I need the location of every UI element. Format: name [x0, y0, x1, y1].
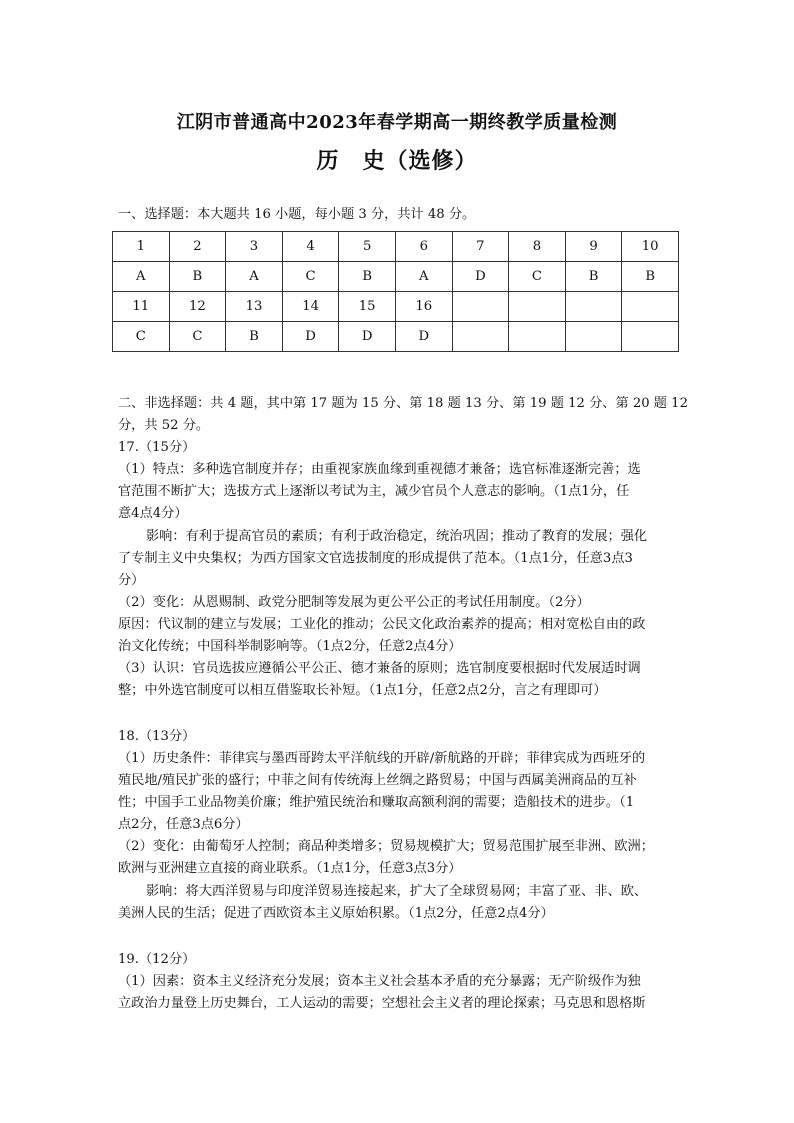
table-cell: B — [169, 262, 226, 292]
table-cell — [565, 292, 622, 322]
table-cell — [452, 292, 509, 322]
table-cell — [565, 322, 622, 352]
q17-part3-line: （3）认识：官员选拔应遵循公平公正、德才兼备的原则；选官制度要根据时代发展适时调 — [118, 661, 641, 676]
exam-title: 江阴市普通高中2023年春学期高一期终教学质量检测 — [176, 112, 618, 133]
q17-part2-line: （2）变化：从恩赐制、政党分肥制等发展为更公平公正的考试任用制度。（2分） — [118, 595, 590, 610]
table-cell: B — [226, 322, 283, 352]
subject-title: 历 史（选修） — [316, 148, 478, 174]
table-cell — [452, 322, 509, 352]
table-cell: 2 — [169, 232, 226, 262]
table-cell: D — [452, 262, 509, 292]
table-cell: 14 — [282, 292, 339, 322]
q17-title: 17.（15分） — [118, 440, 196, 455]
table-row — [113, 262, 679, 292]
q17-part2-line: 治文化传统；中国科举制影响等。（1点2分，任意2点4分） — [118, 639, 462, 654]
table-cell: B — [565, 262, 622, 292]
table-cell: 6 — [395, 232, 452, 262]
table-row — [113, 322, 679, 352]
table-cell: C — [282, 262, 339, 292]
q17-part1-line: 意4点4分） — [118, 506, 188, 521]
table-cell: A — [113, 262, 170, 292]
q17-part3-line: 整；中外选官制度可以相互借鉴取长补短。（1点1分，任意2点2分，言之有理即可） — [118, 683, 607, 698]
table-cell: A — [395, 262, 452, 292]
table-cell: D — [339, 322, 396, 352]
q19-title: 19.（12分） — [118, 952, 196, 967]
table-cell — [509, 322, 566, 352]
q17-part1-line: 官范围不断扩大；选拔方式上逐渐以考试为主，减少官员个人意志的影响。（1点1分，任 — [118, 484, 630, 499]
q18-part1-line: 性；中国手工业品物美价廉；维护殖民统治和赚取高额利润的需要；造船技术的进步。（1 — [118, 795, 635, 810]
table-cell: 13 — [226, 292, 283, 322]
q17-part1-line: （1）特点：多种选官制度并存；由重视家族血缘到重视德才兼备；选官标准逐渐完善；选 — [118, 462, 641, 477]
q17-impact-line: 了专制主义中央集权；为西方国家文官选拔制度的形成提供了范本。（1点1分，任意3点3 — [118, 551, 633, 566]
q19-part1-line: 立政治力量登上历史舞台，工人运动的需要；空想社会主义者的理论探索；马克思和恩格斯 — [118, 996, 646, 1011]
table-cell: 1 — [113, 232, 170, 262]
table-cell: D — [282, 322, 339, 352]
table-cell: 5 — [339, 232, 396, 262]
table-cell: 11 — [113, 292, 170, 322]
table-cell: 3 — [226, 232, 283, 262]
section2-heading: 二、非选择题：共 4 题，其中第 17 题为 15 分、第 18 题 13 分、第 19 题 12 分、第 20 题 12 — [118, 396, 688, 411]
q18-impact-line: 影响：将大西洋贸易与印度洋贸易连接起来，扩大了全球贸易网；丰富了亚、非、欧、 — [146, 884, 648, 899]
table-row — [113, 292, 679, 322]
table-cell: 10 — [622, 232, 679, 262]
table-cell: C — [113, 322, 170, 352]
table-cell: 9 — [565, 232, 622, 262]
table-cell: B — [622, 262, 679, 292]
q18-part2-line: （2）变化：由葡萄牙人控制；商品种类增多；贸易规模扩大；贸易范围扩展至非洲、欧洲； — [118, 839, 654, 854]
q18-impact-line: 美洲人民的生活；促进了西欧资本主义原始积累。（1点2分，任意2点4分） — [118, 906, 554, 921]
table-cell: C — [509, 262, 566, 292]
q17-impact-line: 分） — [118, 573, 145, 588]
table-cell — [622, 322, 679, 352]
table-cell: 15 — [339, 292, 396, 322]
q18-part1-line: 殖民地/殖民扩张的盛行；中菲之间有传统海上丝绸之路贸易；中国与西属美洲商品的互补 — [118, 773, 637, 788]
table-cell: C — [169, 322, 226, 352]
section2-heading-cont: 分，共 52 分。 — [118, 418, 210, 433]
section1-heading: 一、选择题：本大题共 16 小题，每小题 3 分，共计 48 分。 — [118, 207, 476, 222]
choice-answer-table — [112, 231, 679, 352]
table-cell: 12 — [169, 292, 226, 322]
q19-part1-line: （1）因素：资本主义经济充分发展；资本主义社会基本矛盾的充分暴露；无产阶级作为独 — [118, 974, 641, 989]
q18-part1-line: （1）历史条件：菲律宾与墨西哥跨太平洋航线的开辟/新航路的开辟；菲律宾成为西班牙的 — [118, 751, 646, 766]
q18-part2-line: 欧洲与亚洲建立直接的商业联系。（1点1分，任意3点3分） — [118, 861, 462, 876]
q17-part2-line: 原因：代议制的建立与发展；工业化的推动；公民文化政治素养的提高；相对宽松自由的政 — [118, 617, 646, 632]
table-cell: B — [339, 262, 396, 292]
table-cell: 4 — [282, 232, 339, 262]
table-cell: D — [395, 322, 452, 352]
q18-title: 18.（13分） — [118, 729, 196, 744]
q17-impact-line: 影响：有利于提高官员的素质；有利于政治稳定，统治巩固；推动了教育的发展；强化 — [146, 529, 648, 544]
table-cell: 7 — [452, 232, 509, 262]
q18-part1-line: 点2分，任意3点6分） — [118, 817, 249, 832]
table-cell: 8 — [509, 232, 566, 262]
table-cell — [509, 292, 566, 322]
table-cell: A — [226, 262, 283, 292]
table-cell: 16 — [395, 292, 452, 322]
table-cell — [622, 292, 679, 322]
table-row — [113, 232, 679, 262]
